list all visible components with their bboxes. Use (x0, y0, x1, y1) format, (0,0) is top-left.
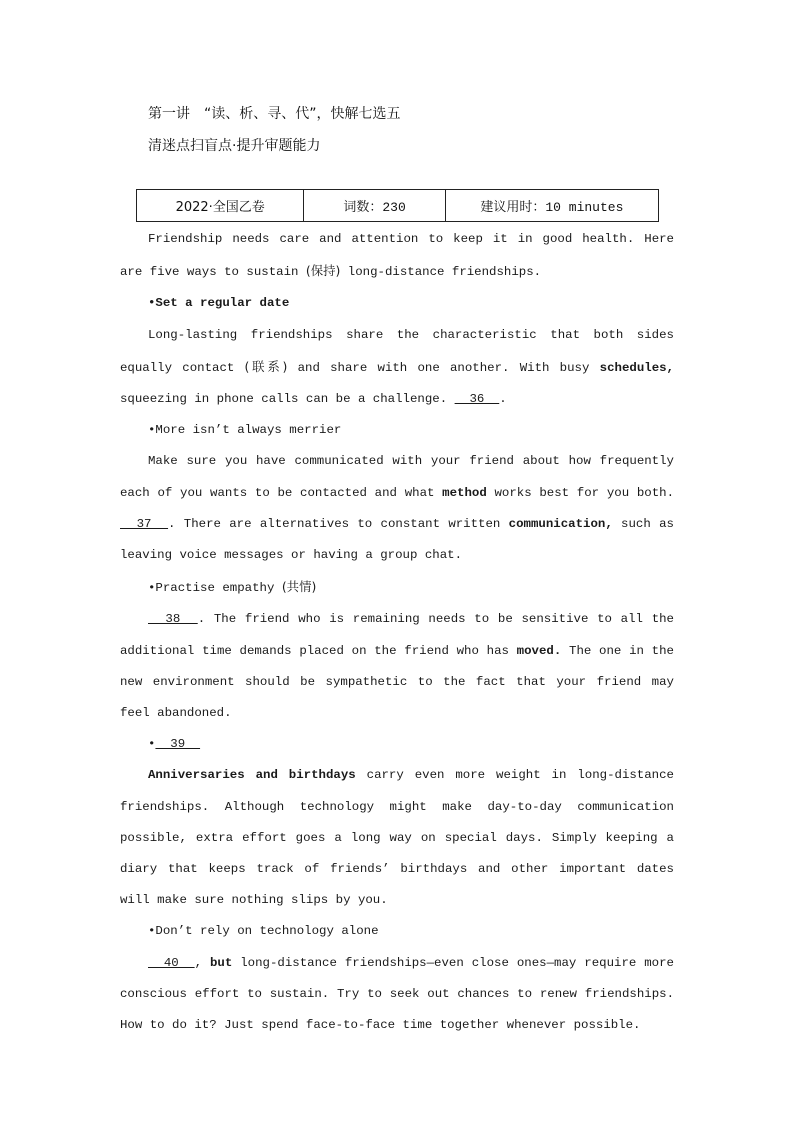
p3-bold-word: moved. (516, 643, 562, 658)
p2-bold-word-1: method (442, 485, 487, 500)
subheading-4 (120, 729, 674, 760)
subheading-5: •Don’t rely on technology alone (148, 924, 379, 939)
p1-text-end: . (499, 392, 507, 407)
passage-info-table (136, 189, 659, 222)
paragraph-1 (120, 320, 674, 416)
blank-39[interactable]: 39 (155, 737, 201, 752)
intro-gloss: (保持) (305, 263, 341, 279)
p2-text: Make sure you have communicated with your friend about how frequently each of you wants to be contacted and what (120, 454, 674, 500)
p3-text-end: The one in the new environment should be sympathetic to the fact that your friend may feel abandoned. (120, 643, 674, 721)
p1-text-3: squeezing in phone calls can be a challenge. (120, 392, 455, 407)
time-label: 建议用时： (480, 200, 546, 215)
info-time (445, 190, 658, 222)
p5-bold-word: but (209, 955, 233, 970)
info-row (137, 190, 659, 222)
blank-37[interactable]: 37 (120, 516, 169, 531)
blank-40[interactable]: 40 (148, 955, 195, 970)
paragraph-2 (120, 446, 674, 571)
paragraph-3 (120, 604, 674, 729)
p4-bold-phrase: Anniversaries and birthdays (148, 768, 356, 783)
p5-text: , (194, 955, 210, 970)
paragraph-5 (120, 948, 674, 1042)
intro-text-end: long-distance friendships. (340, 265, 542, 280)
p2-bold-word-2: communication, (508, 516, 613, 531)
info-source: 2022·全国乙卷 (137, 190, 304, 222)
subheading-3-text: •Practise empathy (148, 581, 282, 596)
lesson-title: 第一讲 “读、析、寻、代”，快解七选五 (148, 106, 401, 122)
word-count-label: 词数： (343, 200, 383, 215)
p1-text: Long-lasting friendships share the characteristic that both sides equally contact (120, 327, 674, 375)
section-title: 清迷点扫盲点·提升审题能力 (148, 138, 321, 154)
passage-body (120, 224, 674, 1041)
subheading-1-text: •Set a regular date (148, 296, 290, 311)
blank-38[interactable]: 38 (148, 612, 198, 627)
time-value: 10 minutes (545, 200, 624, 215)
p5-text-end: long-distance friendships—even close ones—may require more conscious effort to sustain. Try to seek out chances to renew friendships. How to do it? Just spend face-to-face time together whenever possible. (120, 955, 674, 1033)
p2-text-2: works best for you both. (486, 485, 675, 500)
subheading-4-bullet: • (148, 737, 156, 752)
word-count-value: 230 (382, 200, 406, 215)
p3-text: . The friend who is remaining needs to be sensitive to all the additional time demands placed on the friend who has (120, 612, 674, 658)
paragraph-4 (120, 760, 674, 916)
p1-bold-word: schedules, (599, 360, 674, 375)
blank-36[interactable]: 36 (454, 392, 500, 407)
p2-text-3: . There are alternatives to constant written (168, 516, 509, 531)
p2-text-end: such as leaving voice messages or having a group chat. (120, 516, 674, 563)
info-word-count (304, 190, 445, 222)
subheading-3 (120, 571, 674, 604)
intro-paragraph (120, 224, 674, 288)
p1-gloss: (联系) (244, 358, 288, 374)
p4-text: carry even more weight in long-distance friendships. Although technology might make day-to-day communication possible, extra effort goes a long way on special days. Simply keeping a diary that keeps track of friends’ birthdays and other important dates will make sure nothing slips by you. (120, 768, 674, 908)
subheading-1 (120, 288, 674, 319)
intro-text: Friendship needs care and attention to keep it in good health. Here are five ways to sustain (120, 232, 674, 280)
p1-text-2: and share with one another. With busy (287, 360, 600, 375)
subheading-3-gloss: (共情) (281, 579, 317, 595)
subheading-2: •More isn’t always merrier (148, 423, 342, 438)
